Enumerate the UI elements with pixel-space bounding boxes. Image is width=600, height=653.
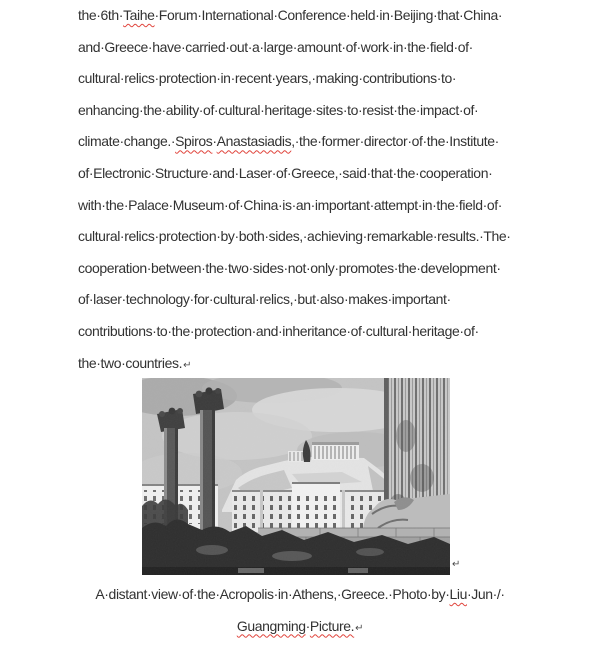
text-line[interactable] <box>78 95 548 127</box>
text-run: ,·the·former·director·of·the·Institute· <box>291 133 499 150</box>
text-run: enhancing·the·ability·of·cultural·heritage·sites·to·resist·the·impact·of· <box>78 101 479 118</box>
misspelled-word: Guangming <box>236 617 306 634</box>
text-line[interactable] <box>78 0 548 32</box>
text-run: the·6th· <box>78 7 124 23</box>
text-run: of·Electronic·Structure·and·Laser·of·Greece,·said·that·the·cooperation· <box>78 164 493 181</box>
text-line[interactable] <box>48 579 552 611</box>
text-line[interactable] <box>78 158 548 190</box>
text-run: cooperation·between·the·two·sides·not·only·promotes·the·development· <box>78 259 501 276</box>
text-run: ·Forum·International·Conference·held·in·Beijing·that·China· <box>154 7 503 23</box>
acropolis-photo[interactable] <box>142 378 450 575</box>
misspelled-word: Taihe <box>123 7 155 23</box>
text-run: · <box>212 133 217 150</box>
text-line[interactable] <box>78 63 548 95</box>
photo-caption[interactable] <box>48 579 552 644</box>
text-run: A·distant·view·of·the·Acropolis·in·Athens,·Greece.·Photo·by· <box>95 586 450 602</box>
text-line[interactable] <box>78 284 548 316</box>
text-run: contributions·to·the·protection·and·inheritance·of·cultural·heritage·of· <box>78 322 479 339</box>
text-line[interactable] <box>78 190 548 222</box>
text-run: of·laser·technology·for·cultural·relics,·but·also·makes·important· <box>78 291 451 308</box>
acropolis-photo-art <box>142 378 450 575</box>
text-line[interactable] <box>78 253 548 285</box>
misspelled-word: Anastasiadis <box>216 133 292 150</box>
misspelled-word: Spiros <box>175 133 213 150</box>
text-run: the·two·countries. <box>78 354 183 371</box>
misspelled-word: Picture. <box>309 617 355 634</box>
text-line[interactable] <box>78 348 548 382</box>
text-run: climate·change.· <box>78 133 176 150</box>
text-line[interactable] <box>78 221 548 253</box>
text-line[interactable] <box>78 126 548 158</box>
text-line[interactable] <box>78 316 548 348</box>
paragraph-mark-icon: ↵ <box>452 559 461 570</box>
text-line[interactable] <box>48 611 552 645</box>
text-line[interactable] <box>78 32 548 64</box>
text-run: cultural·relics·protection·in·recent·years,·making·contributions·to· <box>78 70 457 87</box>
paragraph-mark-icon: ↵ <box>355 622 364 634</box>
misspelled-word: Liu <box>449 586 467 602</box>
text-run: and·Greece·have·carried·out·a·large·amount·of·work·in·the·field·of· <box>78 38 473 55</box>
text-run: with·the·Palace·Museum·of·China·is·an·important·attempt·in·the·field·of· <box>78 196 503 213</box>
paragraph-mark-icon: ↵ <box>183 359 192 371</box>
text-run: cultural·relics·protection·by·both·sides,·achieving·remarkable·results.·The· <box>78 228 511 245</box>
body-paragraph[interactable] <box>78 0 548 381</box>
text-run: ·Jun·/· <box>466 586 505 602</box>
text-run: · <box>305 617 310 634</box>
